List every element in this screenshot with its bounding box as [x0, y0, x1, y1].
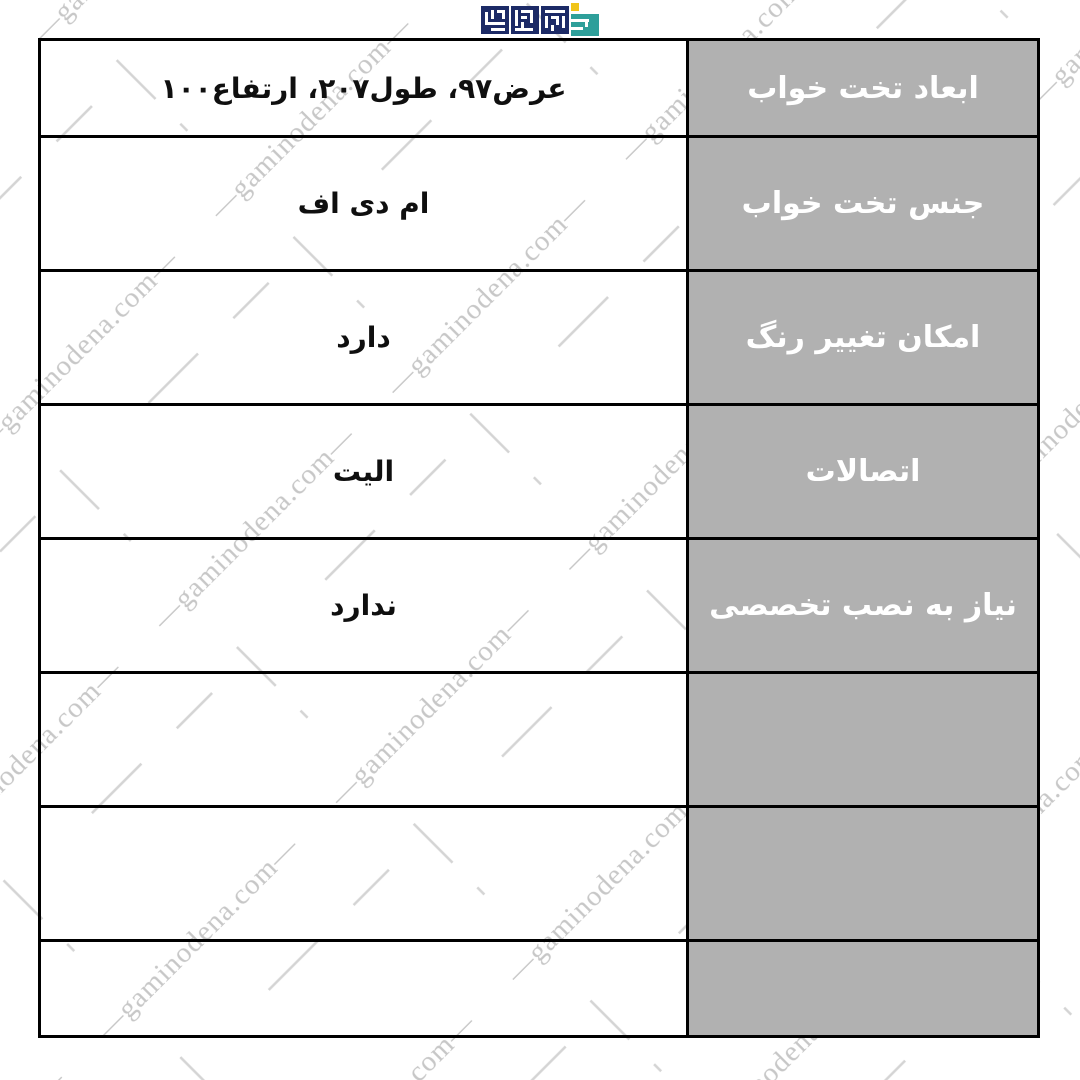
logo-tile-3: [541, 6, 569, 34]
spec-label-fittings: اتصالات: [689, 406, 1037, 540]
spec-value-color-change: دارد: [41, 272, 689, 406]
spec-label-dimensions: ابعاد تخت خواب: [689, 41, 1037, 138]
brand-logo-icon: [481, 2, 599, 38]
logo-tile-teal: [571, 3, 599, 36]
spec-label-color-change: امکان تغییر رنگ: [689, 272, 1037, 406]
logo-tile-1: [481, 6, 509, 34]
spec-label-installation: نیاز به نصب تخصصی: [689, 540, 1037, 674]
logo-tile-2: [511, 6, 539, 34]
spec-value-empty-1: [41, 674, 689, 808]
spec-value-installation: ندارد: [41, 540, 689, 674]
spec-label-empty-2: [689, 808, 1037, 942]
spec-label-material: جنس تخت خواب: [689, 138, 1037, 272]
spec-value-empty-3: [41, 942, 689, 1035]
brand-logo: [481, 2, 599, 42]
spec-table: [38, 38, 1040, 1038]
spec-label-empty-3: [689, 942, 1037, 1035]
spec-value-material: ام دی اف: [41, 138, 689, 272]
spec-value-dimensions: عرض۹۷، طول۲۰۷، ارتفاع۱۰۰: [41, 41, 689, 138]
spec-value-fittings: الیت: [41, 406, 689, 540]
spec-label-empty-1: [689, 674, 1037, 808]
spec-value-empty-2: [41, 808, 689, 942]
